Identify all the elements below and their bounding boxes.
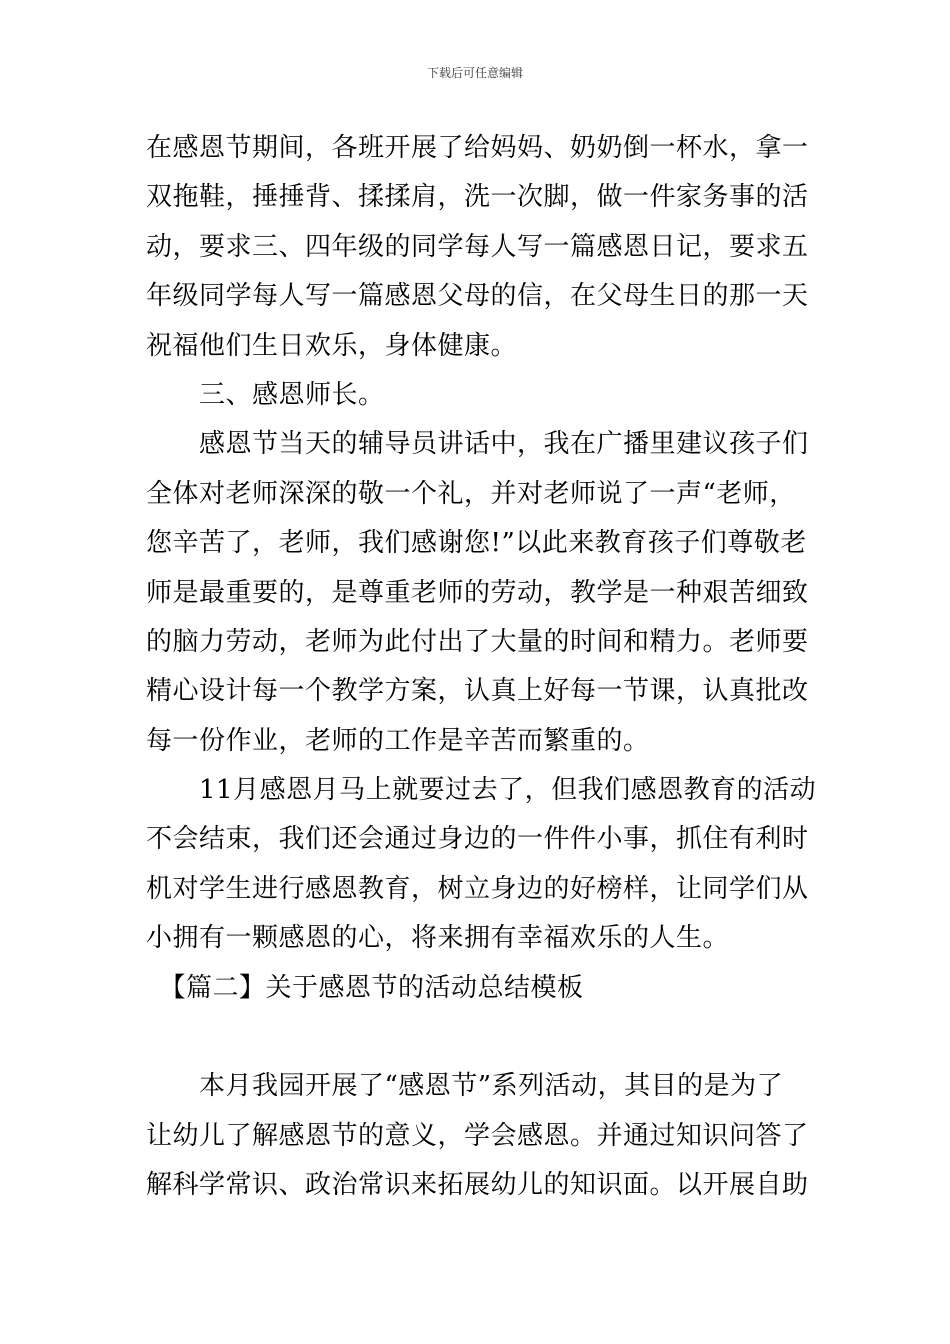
text-line: 解科学常识、政治常识来拓展幼儿的知识面。以开展自助 <box>146 1170 809 1201</box>
text-line: 您辛苦了，老师，我们感谢您!”以此来教育孩子们尊敬老 <box>146 528 807 559</box>
text-line: 年级同学每人写一篇感恩父母的信，在父母生日的那一天 <box>146 281 809 312</box>
text-line: 动，要求三、四年级的同学每人写一篇感恩日记，要求五 <box>146 231 809 262</box>
text-line: 每一份作业，老师的工作是辛苦而繁重的。 <box>146 725 650 756</box>
section-heading: 三、感恩师长。 <box>146 379 385 410</box>
page-header-note: 下载后可任意编辑 <box>426 66 523 80</box>
text-line: 不会结束，我们还会通过身边的一件件小事，抓住有利时 <box>146 824 809 855</box>
text-line: 本月我园开展了“感恩节”系列活动，其目的是为了 <box>146 1071 784 1102</box>
document-body <box>146 124 817 1211</box>
text-line: 全体对老师深深的敬一个礼，并对老师说了一声“老师， <box>146 478 796 509</box>
text-line: 让幼儿了解感恩节的意义，学会感恩。并通过知识问答了 <box>146 1120 809 1151</box>
text-line: 祝福他们生日欢乐，身体健康。 <box>146 330 518 361</box>
blank-line <box>146 1013 814 1062</box>
section-title: 【篇二】关于感恩节的活动总结模板 <box>146 972 584 1003</box>
text-line: 在感恩节期间，各班开展了给妈妈、奶奶倒一杯水，拿一 <box>146 133 809 163</box>
text-line: 师是最重要的，是尊重老师的劳动，教学是一种艰苦细致 <box>146 577 809 608</box>
text-line: 机对学生进行感恩教育，树立身边的好榜样，让同学们从 <box>146 873 809 904</box>
text-line: 精心设计每一个教学方案，认真上好每一节课，认真批改 <box>146 676 809 707</box>
text-line: 的脑力劳动，老师为此付出了大量的时间和精力。老师要 <box>146 626 809 657</box>
text-line: 小拥有一颗感恩的心，将来拥有幸福欢乐的人生。 <box>146 923 730 954</box>
text-line: 11月感恩月马上就要过去了，但我们感恩教育的活动 <box>146 775 817 806</box>
text-line: 双拖鞋，捶捶背、揉揉肩，洗一次脚，做一件家务事的活 <box>146 182 809 213</box>
text-line: 感恩节当天的辅导员讲话中，我在广播里建议孩子们 <box>146 429 809 460</box>
